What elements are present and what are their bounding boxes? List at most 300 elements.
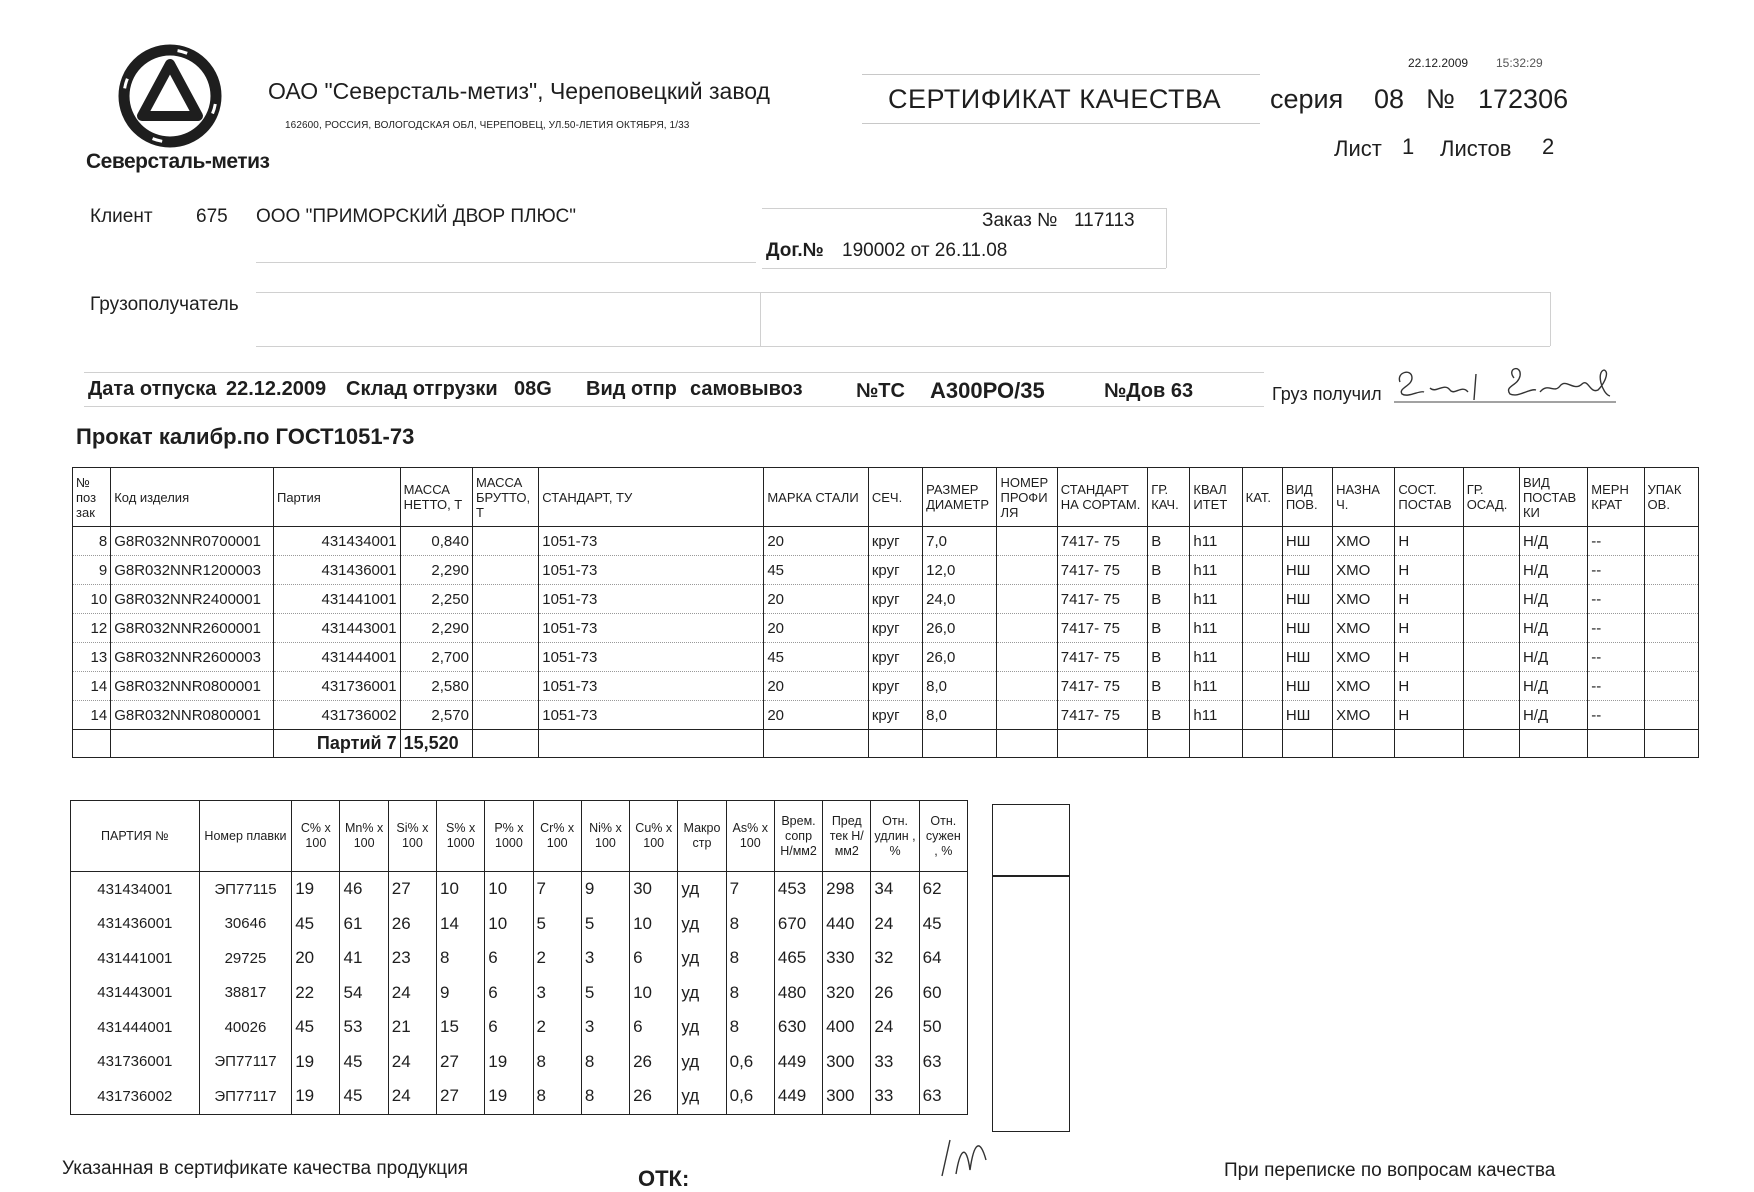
- table-cell: 670: [774, 907, 822, 942]
- table-cell: [923, 730, 997, 758]
- table-cell: 19: [292, 1079, 340, 1114]
- table-cell: 7417- 75: [1057, 701, 1147, 730]
- table-cell: 19: [485, 1045, 533, 1080]
- table-cell: 2,570: [400, 701, 472, 730]
- table-cell: G8R032NNR2600001: [111, 614, 274, 643]
- table-cell: 7417- 75: [1057, 614, 1147, 643]
- table-row: [71, 1010, 968, 1045]
- table-cell: --: [1588, 527, 1644, 556]
- shipment-line-bottom: [84, 406, 1264, 407]
- table-cell: 1051-73: [539, 614, 764, 643]
- certificate-title: СЕРТИФИКАТ КАЧЕСТВА: [888, 84, 1222, 114]
- vehicle-number: А300РО/35: [930, 378, 1045, 403]
- table-cell: 26: [388, 907, 436, 942]
- col-arsenic: As% x 100: [726, 801, 774, 872]
- table-cell: 1051-73: [539, 527, 764, 556]
- table-cell: [997, 614, 1057, 643]
- table-cell: [1463, 527, 1519, 556]
- client-underline: [256, 262, 756, 263]
- table-cell: ХМО: [1333, 643, 1395, 672]
- table-cell: [1644, 701, 1698, 730]
- table-cell: [472, 585, 538, 614]
- table-cell: 9: [73, 556, 111, 585]
- table-cell: 431736001: [71, 1045, 200, 1080]
- table-cell: НШ: [1282, 527, 1332, 556]
- table-cell: 34: [871, 872, 919, 907]
- table-row: [71, 1045, 968, 1080]
- table-cell: --: [1588, 701, 1644, 730]
- col-quality-group: ГР. КАЧ.: [1148, 468, 1190, 527]
- table-cell: Н: [1395, 614, 1463, 643]
- table-row: [73, 614, 1699, 643]
- table-cell: 6: [630, 941, 678, 976]
- col-silicon: Si% x 100: [388, 801, 436, 872]
- table-cell: 27: [388, 872, 436, 907]
- table-cell: 7417- 75: [1057, 527, 1147, 556]
- table-cell: 10: [485, 907, 533, 942]
- contract-value: 190002 от 26.11.08: [842, 240, 1008, 261]
- table-cell: 32: [871, 941, 919, 976]
- table-cell: 45: [292, 907, 340, 942]
- table-cell: [997, 672, 1057, 701]
- table-cell: ХМО: [1333, 585, 1395, 614]
- table-row: [71, 941, 968, 976]
- table-cell: h11: [1190, 556, 1242, 585]
- table-cell: 45: [764, 556, 869, 585]
- col-tensile-strength: Врем. сопр Н/мм2: [774, 801, 822, 872]
- table-cell: Н/Д: [1519, 643, 1587, 672]
- table-cell: 33: [871, 1045, 919, 1080]
- table-cell: 8,0: [923, 701, 997, 730]
- table-cell: [997, 701, 1057, 730]
- table-cell: 0,6: [726, 1079, 774, 1114]
- table-cell: 400: [823, 1010, 871, 1045]
- table-cell: 19: [292, 872, 340, 907]
- table-cell: G8R032NNR0800001: [111, 672, 274, 701]
- table-row: [73, 527, 1699, 556]
- products-table: [72, 467, 1699, 758]
- table-cell: ХМО: [1333, 672, 1395, 701]
- table-cell: 20: [764, 585, 869, 614]
- table-cell: 26,0: [923, 643, 997, 672]
- table-cell: [1644, 643, 1698, 672]
- client-code: 675: [196, 206, 228, 227]
- table-cell: 1051-73: [539, 672, 764, 701]
- table-cell: Н/Д: [1519, 585, 1587, 614]
- shipment-type-label: Вид отпр: [586, 378, 677, 400]
- table-cell: уд: [678, 941, 726, 976]
- table-cell: 24: [871, 1010, 919, 1045]
- footer-right-text: При переписке по вопросам качества: [1224, 1160, 1556, 1181]
- table-cell: 20: [764, 614, 869, 643]
- table-cell: НШ: [1282, 672, 1332, 701]
- table-cell: Н: [1395, 585, 1463, 614]
- table-cell: 1051-73: [539, 585, 764, 614]
- table-cell: уд: [678, 907, 726, 942]
- table-cell: [472, 614, 538, 643]
- col-delivery-state: СОСТ. ПОСТАВ: [1395, 468, 1463, 527]
- table-cell: 3: [533, 976, 581, 1011]
- table-row: [71, 907, 968, 942]
- table-cell: 33: [871, 1079, 919, 1114]
- table-cell: 40026: [199, 1010, 292, 1045]
- table-cell: 10: [485, 872, 533, 907]
- table-cell: 26: [630, 1045, 678, 1080]
- col-sulfur: S% x 1000: [437, 801, 485, 872]
- table-cell: [997, 643, 1057, 672]
- table-cell: 21: [388, 1010, 436, 1045]
- table-cell: Н: [1395, 556, 1463, 585]
- col-position: № поз зак: [73, 468, 111, 527]
- table-cell: 30646: [199, 907, 292, 942]
- table-cell: ХМО: [1333, 614, 1395, 643]
- logo-text: Северсталь-метиз: [86, 150, 270, 173]
- table-cell: 38817: [199, 976, 292, 1011]
- col-chromium: Cr% x 100: [533, 801, 581, 872]
- table-cell: 7417- 75: [1057, 556, 1147, 585]
- table-cell: 62: [919, 872, 967, 907]
- table-cell: 431736001: [273, 672, 400, 701]
- table-cell: 2,250: [400, 585, 472, 614]
- table-cell: 63: [919, 1079, 967, 1114]
- col-category: КАТ.: [1242, 468, 1282, 527]
- col-packaging: УПАК ОВ.: [1644, 468, 1698, 527]
- table-cell: [1190, 730, 1242, 758]
- table-cell: НШ: [1282, 556, 1332, 585]
- table-cell: 24: [388, 976, 436, 1011]
- otk-label: ОТК:: [638, 1166, 690, 1191]
- consignee-label: Грузополучатель: [90, 294, 239, 315]
- batch-count: Партий 7: [273, 730, 400, 758]
- table-cell: круг: [868, 527, 922, 556]
- table-cell: круг: [868, 556, 922, 585]
- company-name: ОАО "Северсталь-метиз", Череповецкий завод: [268, 78, 770, 104]
- print-time: 15:32:29: [1496, 56, 1543, 70]
- table-cell: [1282, 730, 1332, 758]
- table-cell: 5: [581, 976, 629, 1011]
- table-cell: ХМО: [1333, 701, 1395, 730]
- warehouse-value: 08G: [514, 378, 552, 400]
- table-cell: G8R032NNR2400001: [111, 585, 274, 614]
- table-cell: 8,0: [923, 672, 997, 701]
- col-standard: СТАНДАРТ, ТУ: [539, 468, 764, 527]
- table-cell: [1463, 672, 1519, 701]
- table-cell: 27: [437, 1079, 485, 1114]
- table-cell: 431444001: [71, 1010, 200, 1045]
- col-carbon: C% x 100: [292, 801, 340, 872]
- table-cell: [1057, 730, 1147, 758]
- release-date-label: Дата отпуска: [88, 378, 217, 400]
- table-cell: [1644, 585, 1698, 614]
- col-heat-number: Номер плавки: [199, 801, 292, 872]
- table-cell: [472, 672, 538, 701]
- col-phosphorus: P% x 1000: [485, 801, 533, 872]
- table-cell: 12,0: [923, 556, 997, 585]
- table-cell: круг: [868, 643, 922, 672]
- table-cell: [1463, 585, 1519, 614]
- table-cell: 9: [437, 976, 485, 1011]
- table-cell: 60: [919, 976, 967, 1011]
- table-cell: 431434001: [273, 527, 400, 556]
- total-net-mass: 15,520: [400, 730, 472, 758]
- table-cell: [472, 730, 538, 758]
- table-cell: 41: [340, 941, 388, 976]
- table-cell: 7417- 75: [1057, 643, 1147, 672]
- handwritten-mark: [936, 1130, 1006, 1180]
- table-cell: [1242, 585, 1282, 614]
- series-label: серия: [1270, 84, 1344, 114]
- col-manganese: Mn% x 100: [340, 801, 388, 872]
- release-date: 22.12.2009: [226, 378, 327, 400]
- table-cell: ХМО: [1333, 556, 1395, 585]
- table-cell: [1242, 643, 1282, 672]
- table-cell: 7417- 75: [1057, 585, 1147, 614]
- table-cell: 431441001: [273, 585, 400, 614]
- table-cell: --: [1588, 585, 1644, 614]
- table-cell: 46: [340, 872, 388, 907]
- table-cell: h11: [1190, 527, 1242, 556]
- table-cell: уд: [678, 1045, 726, 1080]
- table-cell: 6: [630, 1010, 678, 1045]
- table-cell: [1644, 614, 1698, 643]
- table-cell: [997, 556, 1057, 585]
- table-cell: h11: [1190, 643, 1242, 672]
- table-cell: [1463, 556, 1519, 585]
- table-cell: 27: [437, 1045, 485, 1080]
- col-measured-length: МЕРН КРАТ: [1588, 468, 1644, 527]
- table-cell: [1644, 556, 1698, 585]
- table-cell: 431444001: [273, 643, 400, 672]
- col-reduction: Отн. сужен , %: [919, 801, 967, 872]
- col-elongation: Отн. удлин , %: [871, 801, 919, 872]
- table-cell: 29725: [199, 941, 292, 976]
- table-cell: [1463, 643, 1519, 672]
- table-cell: [1148, 730, 1190, 758]
- table-cell: круг: [868, 585, 922, 614]
- table-cell: 12: [73, 614, 111, 643]
- table-cell: 8: [437, 941, 485, 976]
- table-row: [73, 643, 1699, 672]
- table-cell: ЭП77117: [199, 1079, 292, 1114]
- table-cell: 2,700: [400, 643, 472, 672]
- table-cell: G8R032NNR0800001: [111, 701, 274, 730]
- table-cell: 22: [292, 976, 340, 1011]
- table-cell: 6: [485, 1010, 533, 1045]
- company-address: 162600, РОССИЯ, ВОЛОГОДСКАЯ ОБЛ, ЧЕРЕПОВЕЦ, УЛ.50-ЛЕТИЯ ОКТЯБРЯ, 1/33: [285, 120, 690, 131]
- table-cell: 20: [292, 941, 340, 976]
- table-cell: h11: [1190, 701, 1242, 730]
- table-row: [71, 1079, 968, 1114]
- table-cell: 2,290: [400, 614, 472, 643]
- table-cell: 10: [630, 907, 678, 942]
- table-cell: 50: [919, 1010, 967, 1045]
- table-cell: --: [1588, 643, 1644, 672]
- table-cell: 23: [388, 941, 436, 976]
- table-cell: [1242, 672, 1282, 701]
- consignee-box-right: [1550, 292, 1551, 346]
- handwritten-signature: [1390, 364, 1620, 410]
- table-cell: 45: [764, 643, 869, 672]
- table-cell: [997, 585, 1057, 614]
- table-cell: Н/Д: [1519, 614, 1587, 643]
- contract-label: Дог.№: [766, 240, 824, 261]
- table-cell: [1644, 672, 1698, 701]
- col-net-mass: МАССА НЕТТО, Т: [400, 468, 472, 527]
- table-cell: круг: [868, 614, 922, 643]
- col-item-code: Код изделия: [111, 468, 274, 527]
- table-cell: --: [1588, 556, 1644, 585]
- table-cell: 14: [437, 907, 485, 942]
- table-cell: [1588, 730, 1644, 758]
- table-cell: Н: [1395, 672, 1463, 701]
- table-cell: --: [1588, 672, 1644, 701]
- sheets-value: 2: [1542, 134, 1555, 159]
- table-cell: 64: [919, 941, 967, 976]
- table-cell: [1242, 527, 1282, 556]
- col-profile-number: НОМЕР ПРОФИ ЛЯ: [997, 468, 1057, 527]
- table-cell: Н: [1395, 643, 1463, 672]
- table-cell: В: [1148, 585, 1190, 614]
- notes-box: [992, 804, 1070, 1132]
- col-section: СЕЧ.: [868, 468, 922, 527]
- table-cell: 26: [871, 976, 919, 1011]
- table-cell: 8: [533, 1079, 581, 1114]
- col-steel-grade: МАРКА СТАЛИ: [764, 468, 869, 527]
- table-cell: 300: [823, 1045, 871, 1080]
- table-row: [73, 585, 1699, 614]
- table-cell: [1644, 730, 1698, 758]
- table-cell: h11: [1190, 672, 1242, 701]
- table-cell: 14: [73, 672, 111, 701]
- table-cell: 24: [388, 1045, 436, 1080]
- table-cell: 465: [774, 941, 822, 976]
- col-batch-number: ПАРТИЯ №: [71, 801, 200, 872]
- table-cell: [472, 556, 538, 585]
- table-cell: [997, 527, 1057, 556]
- table-cell: [997, 730, 1057, 758]
- table-cell: уд: [678, 872, 726, 907]
- order-number: 117113: [1074, 210, 1135, 231]
- table-row: [73, 672, 1699, 701]
- table-cell: 0,840: [400, 527, 472, 556]
- table-cell: h11: [1190, 614, 1242, 643]
- table-cell: 6: [485, 941, 533, 976]
- table-cell: 19: [292, 1045, 340, 1080]
- table-cell: 24,0: [923, 585, 997, 614]
- table-row: [71, 872, 968, 907]
- received-by-label: Груз получил: [1272, 384, 1382, 404]
- table-cell: 2: [533, 1010, 581, 1045]
- table-cell: 53: [340, 1010, 388, 1045]
- table-cell: 13: [73, 643, 111, 672]
- table-cell: 26: [630, 1079, 678, 1114]
- table-cell: 1051-73: [539, 701, 764, 730]
- table-cell: 5: [533, 907, 581, 942]
- table-cell: 30: [630, 872, 678, 907]
- certificate-number-label: №: [1426, 84, 1455, 114]
- sheet-label: Лист: [1334, 136, 1382, 161]
- col-batch: Партия: [273, 468, 400, 527]
- table-cell: 449: [774, 1079, 822, 1114]
- table-cell: [1463, 730, 1519, 758]
- table-cell: В: [1148, 672, 1190, 701]
- table-cell: 20: [764, 672, 869, 701]
- table-cell: [1242, 701, 1282, 730]
- table-cell: В: [1148, 701, 1190, 730]
- order-label: Заказ №: [982, 210, 1058, 231]
- table-cell: В: [1148, 527, 1190, 556]
- table-cell: 480: [774, 976, 822, 1011]
- total-row: [73, 730, 1699, 758]
- table-cell: 10: [630, 976, 678, 1011]
- table-cell: 8: [581, 1079, 629, 1114]
- table-cell: ХМО: [1333, 527, 1395, 556]
- table-cell: 15: [437, 1010, 485, 1045]
- table-cell: 0,6: [726, 1045, 774, 1080]
- sheets-label: Листов: [1440, 136, 1512, 161]
- table-cell: [1519, 730, 1587, 758]
- table-row: [71, 976, 968, 1011]
- table-cell: 45: [292, 1010, 340, 1045]
- table-cell: 8: [726, 941, 774, 976]
- table-cell: 24: [388, 1079, 436, 1114]
- table-cell: уд: [678, 976, 726, 1011]
- table-cell: [1463, 614, 1519, 643]
- table-cell: 14: [73, 701, 111, 730]
- warehouse-label: Склад отгрузки: [346, 378, 498, 400]
- table-cell: [1242, 614, 1282, 643]
- table-cell: h11: [1190, 585, 1242, 614]
- shipment-line-top: [84, 372, 1264, 373]
- table-cell: 54: [340, 976, 388, 1011]
- table-cell: 2: [533, 941, 581, 976]
- col-diameter: РАЗМЕР ДИАМЕТР: [923, 468, 997, 527]
- table-cell: 1051-73: [539, 556, 764, 585]
- table-cell: круг: [868, 701, 922, 730]
- table-cell: G8R032NNR0700001: [111, 527, 274, 556]
- col-purpose: НАЗНА Ч.: [1333, 468, 1395, 527]
- company-logo: [118, 44, 222, 148]
- table-cell: [1333, 730, 1395, 758]
- table-cell: [472, 643, 538, 672]
- order-box-bottom: [762, 268, 1166, 269]
- col-assortment-standard: СТАНДАРТ НА СОРТАМ.: [1057, 468, 1147, 527]
- section-title: Прокат калибр.по ГОСТ1051-73: [76, 424, 415, 449]
- table-cell: уд: [678, 1079, 726, 1114]
- table-cell: ЭП77117: [199, 1045, 292, 1080]
- table-cell: [764, 730, 869, 758]
- table-cell: 431736002: [71, 1079, 200, 1114]
- table-cell: 45: [340, 1079, 388, 1114]
- chemistry-header-row: [71, 801, 968, 872]
- table-cell: 8: [581, 1045, 629, 1080]
- table-cell: круг: [868, 672, 922, 701]
- col-macrostructure: Макро стр: [678, 801, 726, 872]
- table-cell: 630: [774, 1010, 822, 1045]
- table-row: [73, 701, 1699, 730]
- col-upset-group: ГР. ОСАД.: [1463, 468, 1519, 527]
- table-cell: Н/Д: [1519, 527, 1587, 556]
- client-label: Клиент: [90, 206, 153, 227]
- table-cell: 453: [774, 872, 822, 907]
- table-cell: [1242, 730, 1282, 758]
- consignee-line-bottom: [256, 346, 1550, 347]
- table-cell: [868, 730, 922, 758]
- table-cell: 440: [823, 907, 871, 942]
- table-cell: 9: [581, 872, 629, 907]
- table-cell: 431434001: [71, 872, 200, 907]
- table-cell: В: [1148, 643, 1190, 672]
